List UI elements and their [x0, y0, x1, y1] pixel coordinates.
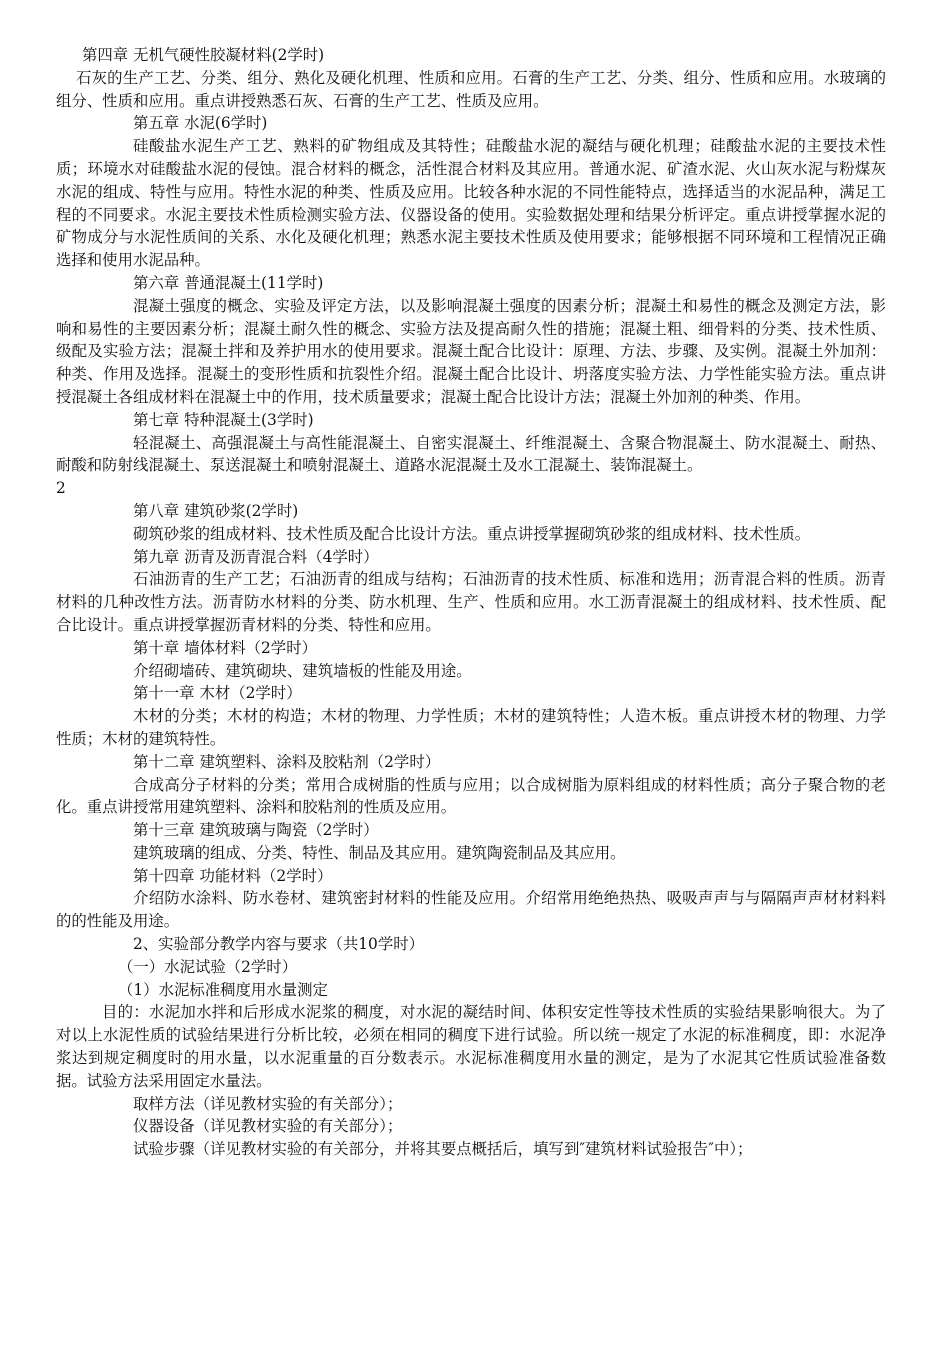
test-steps: 试验步骤（详见教材实验的有关部分，并将其要点概括后，填写到″建筑材料试验报告″中）； [133, 1140, 753, 1159]
chapter-9-content: 石油沥青的生产工艺；石油沥青的组成与结构；石油沥青的技术性质、标准和选用；沥青混合料的性质。沥青材料的几种改性方法。沥青防水材料的分类、防水机理、生产、性质和应用。水工沥青混凝土的组成材料、技术性质、配合比设计。重点讲授掌握沥青材料的分类、特性和应用。 [56, 570, 886, 634]
consistency-test-purpose: 目的：水泥加水拌和后形成水泥浆的稠度，对水泥的凝结时间、体积安定性等技术性质的实验结果影响很大。为了对以上水泥性质的试验结果进行分析比较，必须在相同的稠度下进行试验。所以统一规定了水泥的标准稠度，即：水泥净浆达到规定稠度时的用水量，以水泥重量的百分数表示。水泥标准稠度用水量的测定，是为了水泥其它性质试验准备数据。试验方法采用固定水量法。 [56, 1003, 886, 1090]
chapter-13-heading: 第十三章 建筑玻璃与陶瓷（2学时） [133, 821, 379, 840]
chapter-7-content: 轻混凝土、高强混凝土与高性能混凝土、自密实混凝土、纤维混凝土、含聚合物混凝土、防水混凝土、耐热、耐酸和防射线混凝土、泵送混凝土和喷射混凝土、道路水泥混凝土及水工混凝土、装饰混凝土。 [56, 433, 886, 475]
chapter-9-heading: 第九章 沥青及沥青混合料（4学时） [133, 547, 379, 566]
chapter-4-content: 石灰的生产工艺、分类、组分、熟化及硬化机理、性质和应用。石膏的生产工艺、分类、组分、性质和应用。水玻璃的组分、性质和应用。重点讲授熟悉石灰、石膏的生产工艺、性质及应用。 [56, 68, 886, 110]
lab-section-heading: 2、实验部分教学内容与要求（共10学时） [133, 935, 425, 954]
consistency-test-heading: （1）水泥标准稠度用水量测定 [118, 980, 328, 999]
chapter-14-content: 介绍防水涂料、防水卷材、建筑密封材料的性能及应用。介绍常用绝绝热热、吸吸声声与与隔隔声声材材料料的的性能及用途。 [56, 889, 886, 931]
chapter-8-content: 砌筑砂浆的组成材料、技术性质及配合比设计方法。重点讲授掌握砌筑砂浆的组成材料、技术性质。 [133, 524, 811, 543]
chapter-11-heading: 第十一章 木材（2学时） [133, 684, 302, 703]
chapter-10-heading: 第十章 墙体材料（2学时） [133, 638, 317, 657]
chapter-7-heading: 第七章 特种混凝土(3学时) [133, 410, 314, 429]
chapter-14-heading: 第十四章 功能材料（2学时） [133, 866, 333, 885]
chapter-5-heading: 第五章 水泥(6学时) [133, 114, 268, 133]
sampling-method: 取样方法（详见教材实验的有关部分）； [133, 1094, 403, 1113]
chapter-6-heading: 第六章 普通混凝土(11学时) [133, 273, 324, 292]
equipment: 仪器设备（详见教材实验的有关部分）； [133, 1117, 403, 1136]
chapter-12-content: 合成高分子材料的分类；常用合成树脂的性质与应用；以合成树脂为原料组成的材料性质；高分子聚合物的老化。重点讲授常用建筑塑料、涂料和胶粘剂的性质及应用。 [56, 775, 886, 817]
chapter-8-heading: 第八章 建筑砂浆(2学时) [133, 501, 299, 520]
chapter-11-content: 木材的分类；木材的构造；木材的物理、力学性质；木材的建筑特性；人造木板。重点讲授木材的物理、力学性质；木材的建筑特性。 [56, 707, 886, 748]
chapter-4-heading: 第四章 无机气硬性胶凝材料(2学时) [82, 46, 325, 64]
document-body [56, 44, 886, 1161]
chapter-6-content: 混凝土强度的概念、实验及评定方法，以及影响混凝土强度的因素分析；混凝土和易性的概念及测定方法，影响和易性的主要因素分析；混凝土耐久性的概念、实验方法及提高耐久性的措施；混凝土粗、细骨料的分类、技术性质、级配及实验方法；混凝土拌和及养护用水的使用要求。混凝土配合比设计：原理、方法、步骤、及实例。混凝土外加剂：种类、作用及选择。混凝土的变形性质和抗裂性介绍。混凝土配合比设计、坍落度实验方法、力学性能实验方法。重点讲授混凝土各组成材料在混凝土中的作用，技术质量要求；混凝土配合比设计方法；混凝土外加剂的种类、作用。 [56, 296, 886, 406]
chapter-12-heading: 第十二章 建筑塑料、涂料及胶粘剂（2学时） [133, 752, 441, 771]
chapter-5-content: 硅酸盐水泥生产工艺、熟料的矿物组成及其特性；硅酸盐水泥的凝结与硬化机理；硅酸盐水泥的主要技术性质；环境水对硅酸盐水泥的侵蚀。混合材料的概念，活性混合材料及其应用。普通水泥、矿渣水泥、火山灰水泥与粉煤灰水泥的组成、特性与应用。特性水泥的种类、性质及应用。比较各种水泥的不同性能特点，选择适当的水泥品种，满足工程的不同要求。水泥主要技术性质检测实验方法、仪器设备的使用。实验数据处理和结果分析评定。重点讲授掌握水泥的矿物成分与水泥性质间的关系、水化及硬化机理；熟悉水泥主要技术性质及使用要求；能够根据不同环境和工程情况正确选择和使用水泥品种。 [56, 137, 886, 270]
page-number: 2 [56, 479, 66, 498]
chapter-10-content: 介绍砌墙砖、建筑砌块、建筑墙板的性能及用途。 [133, 661, 472, 680]
chapter-13-content: 建筑玻璃的组成、分类、特性、制品及其应用。建筑陶瓷制品及其应用。 [133, 843, 626, 862]
cement-test-heading: （一）水泥试验（2学时） [118, 957, 298, 976]
